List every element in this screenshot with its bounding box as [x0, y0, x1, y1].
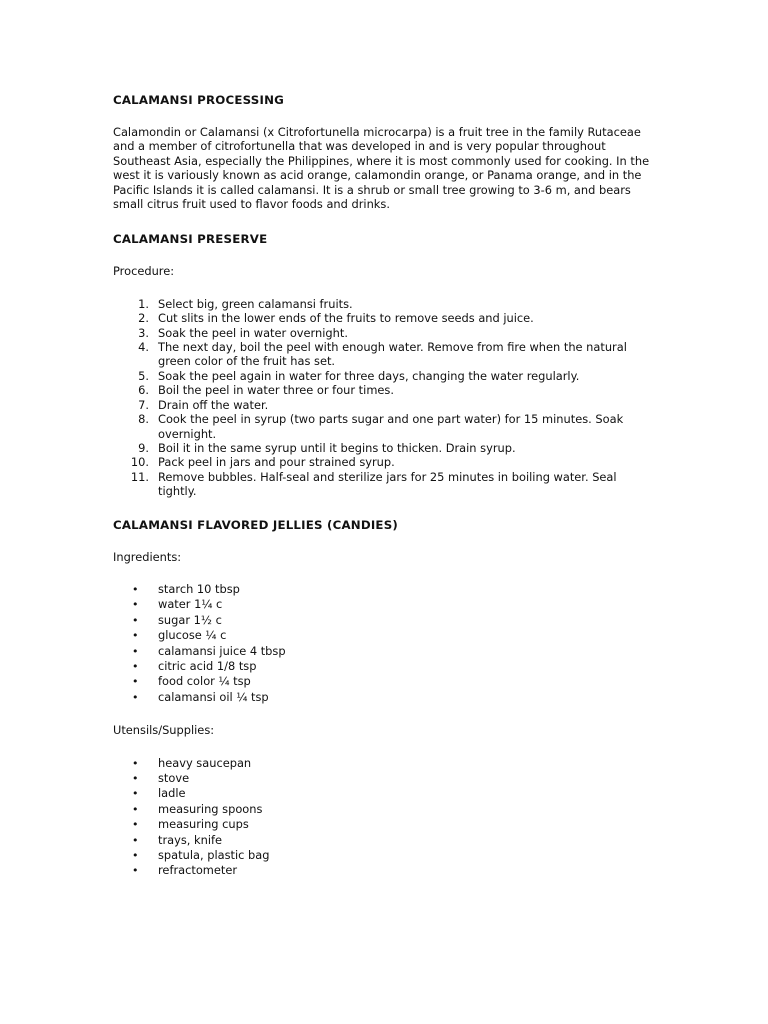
step-text: Drain off the water.	[158, 397, 269, 412]
ingredient-text: glucose ¼ c	[158, 628, 227, 643]
list-item	[113, 369, 653, 383]
step-text: Pack peel in jars and pour strained syrup.	[158, 455, 395, 470]
list-item	[113, 412, 653, 441]
bullet-icon: •	[132, 690, 139, 704]
bullet-icon: •	[132, 833, 139, 847]
step-number: 2.	[138, 311, 149, 326]
procedure-steps-list	[113, 297, 653, 499]
step-number: 11.	[130, 469, 149, 484]
preserve-heading: CALAMANSI PRESERVE	[113, 232, 268, 247]
bullet-icon: •	[132, 613, 139, 627]
step-text: Select big, green calamansi fruits.	[158, 296, 353, 311]
step-number: 7.	[138, 397, 149, 412]
list-item	[113, 674, 653, 689]
utensils-label: Utensils/Supplies:	[113, 723, 215, 738]
step-number: 8.	[138, 412, 149, 427]
bullet-icon: •	[132, 818, 139, 832]
list-item	[113, 398, 653, 412]
ingredient-text: calamansi juice 4 tbsp	[158, 643, 286, 658]
utensil-text: ladle	[158, 786, 186, 801]
step-text: Boil it in the same syrup until it begins to thicken. Drain syrup.	[158, 440, 516, 455]
step-text: Boil the peel in water three or four times.	[158, 383, 394, 398]
list-item	[113, 659, 653, 674]
step-number: 5.	[138, 368, 149, 383]
step-number: 6.	[138, 383, 149, 398]
list-item	[113, 833, 653, 848]
list-item	[113, 582, 653, 597]
intro-paragraph: Calamondin or Calamansi (x Citrofortunella microcarpa) is a fruit tree in the family Rutaceae and a member of citrofortunella that was developed in and is very popular throughout Southeast Asia, especially the Philippines, where it is most commonly used for cooking. In the west it is variously known as acid orange, calamondin orange, or Panama orange, and in the Pacific Islands it is called calamansi. It is a shrub or small tree growing to 3-6 m, and bears small citrus fruit used to flavor foods and drinks.	[113, 125, 650, 212]
ingredient-text: citric acid 1/8 tsp	[158, 658, 257, 673]
step-text: The next day, boil the peel with enough water. Remove from fire when the natural green color of the fruit has set.	[158, 340, 627, 369]
step-text: Soak the peel again in water for three days, changing the water regularly.	[158, 368, 580, 383]
bullet-icon: •	[132, 756, 139, 770]
step-number: 10.	[130, 455, 149, 470]
list-item	[113, 863, 653, 878]
bullet-icon: •	[132, 629, 139, 643]
document-page	[113, 93, 653, 879]
list-item	[113, 817, 653, 832]
list-item	[113, 597, 653, 612]
list-item	[113, 628, 653, 643]
utensil-text: stove	[158, 771, 190, 785]
bullet-icon: •	[132, 598, 139, 612]
utensil-text: trays, knife	[158, 832, 223, 847]
list-item	[113, 771, 653, 786]
bullet-icon: •	[132, 849, 139, 863]
step-text: Remove bubbles. Half-seal and sterilize jars for 25 minutes in boiling water. Seal tightly.	[158, 469, 617, 499]
bullet-icon: •	[132, 582, 139, 596]
ingredient-text: sugar 1½ c	[158, 612, 222, 627]
list-item	[113, 786, 653, 801]
bullet-icon: •	[132, 787, 139, 801]
list-item	[113, 455, 653, 469]
list-item	[113, 848, 653, 863]
ingredients-label: Ingredients:	[113, 549, 182, 564]
list-item	[113, 644, 653, 659]
step-text: Soak the peel in water overnight.	[158, 325, 348, 340]
list-item	[113, 613, 653, 628]
list-item	[113, 326, 653, 340]
procedure-label: Procedure:	[113, 264, 175, 279]
utensil-text: spatula, plastic bag	[158, 848, 270, 863]
step-number: 9.	[138, 440, 149, 455]
list-item	[113, 340, 653, 369]
utensil-text: refractometer	[158, 863, 238, 878]
list-item	[113, 297, 653, 311]
utensil-text: heavy saucepan	[158, 755, 252, 770]
list-item	[113, 441, 653, 455]
ingredient-text: water 1¼ c	[158, 597, 223, 612]
utensils-list	[113, 756, 653, 879]
list-item	[113, 383, 653, 397]
bullet-icon: •	[132, 675, 139, 689]
list-item	[113, 311, 653, 325]
ingredient-text: calamansi oil ¼ tsp	[158, 689, 269, 704]
bullet-icon: •	[132, 802, 139, 816]
ingredient-text: starch 10 tbsp	[158, 581, 240, 596]
bullet-icon: •	[132, 772, 139, 785]
step-text: Cook the peel in syrup (two parts sugar and one part water) for 15 minutes. Soak overnight.	[158, 412, 624, 441]
step-text: Cut slits in the lower ends of the fruits to remove seeds and juice.	[158, 311, 534, 326]
ingredients-list	[113, 582, 653, 705]
bullet-icon: •	[132, 864, 139, 878]
utensil-text: measuring spoons	[158, 801, 263, 816]
list-item	[113, 690, 653, 705]
jellies-heading: CALAMANSI FLAVORED JELLIES (CANDIES)	[113, 517, 398, 532]
list-item	[113, 802, 653, 817]
list-item	[113, 756, 653, 771]
utensil-text: measuring cups	[158, 817, 249, 832]
bullet-icon: •	[132, 644, 139, 658]
step-number: 4.	[138, 340, 149, 355]
list-item	[113, 470, 653, 499]
step-number: 3.	[138, 325, 149, 340]
bullet-icon: •	[132, 659, 139, 673]
step-number: 1.	[138, 296, 149, 311]
document-title: CALAMANSI PROCESSING	[113, 93, 285, 107]
ingredient-text: food color ¼ tsp	[158, 674, 251, 689]
